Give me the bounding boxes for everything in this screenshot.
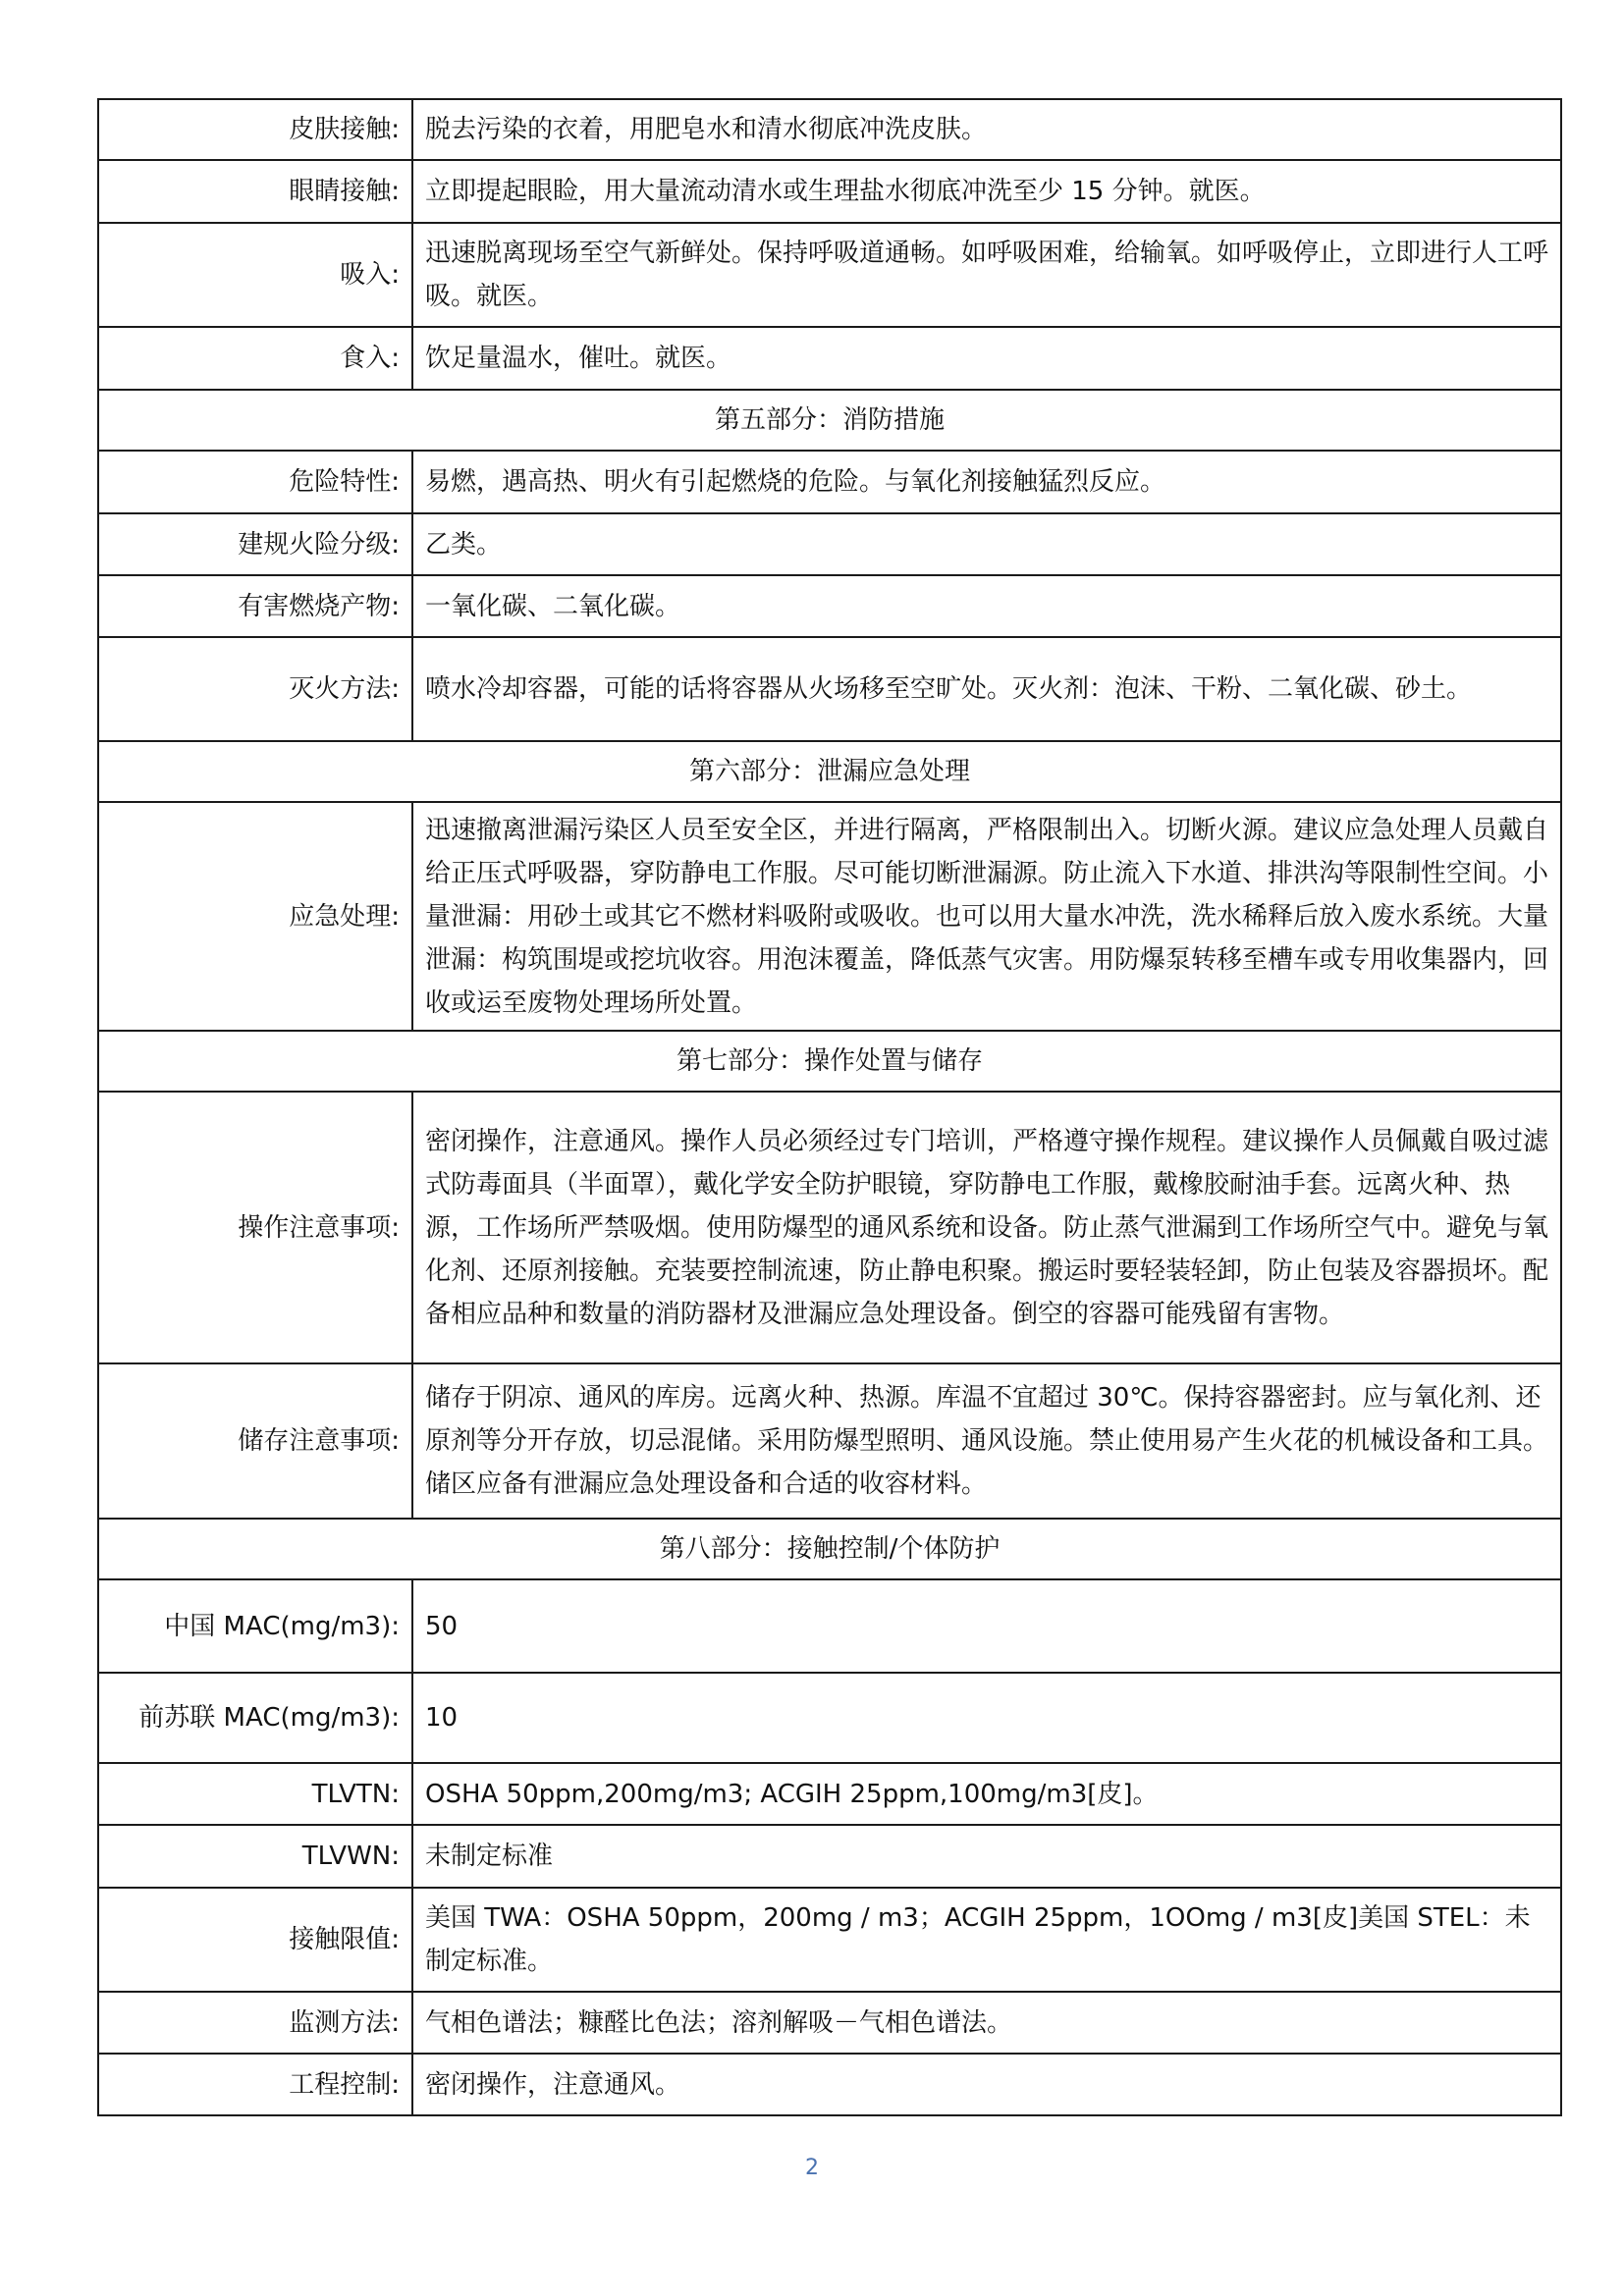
table-row (98, 451, 1561, 513)
row-label: 食入: (98, 327, 412, 390)
row-value: 一氧化碳、二氧化碳。 (412, 575, 1561, 637)
sds-table (97, 98, 1562, 2116)
table-row (98, 1673, 1561, 1763)
row-value: 储存于阴凉、通风的库房。远离火种、热源。库温不宜超过 30℃。保持容器密封。应与氧化剂、还原剂等分开存放，切忌混储。采用防爆型照明、通风设施。禁止使用易产生火花的机械设备和工具。储区应备有泄漏应急处理设备和合适的收容材料。 (412, 1363, 1561, 1519)
row-value: 喷水冷却容器，可能的话将容器从火场移至空旷处。灭火剂：泡沫、干粉、二氧化碳、砂土。 (412, 637, 1561, 741)
table-row (98, 637, 1561, 741)
page-number: 2 (805, 2156, 819, 2180)
row-value: 乙类。 (412, 513, 1561, 575)
table-row (98, 1092, 1561, 1363)
section-title: 第七部分：操作处置与储存 (98, 1031, 1561, 1092)
row-value: 10 (412, 1673, 1561, 1763)
row-label: 工程控制: (98, 2054, 412, 2115)
row-value: 立即提起眼睑，用大量流动清水或生理盐水彻底冲洗至少 15 分钟。就医。 (412, 160, 1561, 223)
row-value: 未制定标准 (412, 1825, 1561, 1888)
row-value: 50 (412, 1579, 1561, 1673)
table-row (98, 1363, 1561, 1519)
section-row (98, 741, 1561, 802)
section-row (98, 390, 1561, 451)
row-label: 应急处理: (98, 802, 412, 1031)
row-label: 皮肤接触: (98, 99, 412, 160)
row-value: 易燃，遇高热、明火有引起燃烧的危险。与氧化剂接触猛烈反应。 (412, 451, 1561, 513)
table-row (98, 1888, 1561, 1992)
row-value: 气相色谱法；糠醛比色法；溶剂解吸－气相色谱法。 (412, 1992, 1561, 2054)
table-row (98, 802, 1561, 1031)
row-value: 迅速撤离泄漏污染区人员至安全区，并进行隔离，严格限制出入。切断火源。建议应急处理人员戴自给正压式呼吸器，穿防静电工作服。尽可能切断泄漏源。防止流入下水道、排洪沟等限制性空间。小量泄漏：用砂土或其它不燃材料吸附或吸收。也可以用大量水冲洗，洗水稀释后放入废水系统。大量泄漏：构筑围堤或挖坑收容。用泡沫覆盖，降低蒸气灾害。用防爆泵转移至槽车或专用收集器内，回收或运至废物处理场所处置。 (412, 802, 1561, 1031)
row-label: 监测方法: (98, 1992, 412, 2054)
row-label: 前苏联 MAC(mg/m3): (98, 1673, 412, 1763)
table-row (98, 160, 1561, 223)
section-title: 第六部分：泄漏应急处理 (98, 741, 1561, 802)
row-label: 眼睛接触: (98, 160, 412, 223)
row-value: 密闭操作，注意通风。操作人员必须经过专门培训，严格遵守操作规程。建议操作人员佩戴自吸过滤式防毒面具（半面罩），戴化学安全防护眼镜，穿防静电工作服，戴橡胶耐油手套。远离火种、热源，工作场所严禁吸烟。使用防爆型的通风系统和设备。防止蒸气泄漏到工作场所空气中。避免与氧化剂、还原剂接触。充装要控制流速，防止静电积聚。搬运时要轻装轻卸，防止包装及容器损坏。配备相应品种和数量的消防器材及泄漏应急处理设备。倒空的容器可能残留有害物。 (412, 1092, 1561, 1363)
row-label: 吸入: (98, 223, 412, 327)
row-label: 储存注意事项: (98, 1363, 412, 1519)
table-row (98, 327, 1561, 390)
row-value: 脱去污染的衣着，用肥皂水和清水彻底冲洗皮肤。 (412, 99, 1561, 160)
table-row (98, 1763, 1561, 1825)
row-label: 接触限值: (98, 1888, 412, 1992)
row-label: TLVTN: (98, 1763, 412, 1825)
row-label: 有害燃烧产物: (98, 575, 412, 637)
table-row (98, 1992, 1561, 2054)
section-row (98, 1031, 1561, 1092)
table-row (98, 99, 1561, 160)
row-value: 迅速脱离现场至空气新鲜处。保持呼吸道通畅。如呼吸困难，给输氧。如呼吸停止，立即进行人工呼吸。就医。 (412, 223, 1561, 327)
sds-table-body (98, 99, 1561, 2115)
row-label: 操作注意事项: (98, 1092, 412, 1363)
table-row (98, 223, 1561, 327)
section-title: 第八部分：接触控制/个体防护 (98, 1519, 1561, 1579)
table-row (98, 1579, 1561, 1673)
row-label: 危险特性: (98, 451, 412, 513)
section-title: 第五部分：消防措施 (98, 390, 1561, 451)
row-value: 饮足量温水，催吐。就医。 (412, 327, 1561, 390)
row-label: 中国 MAC(mg/m3): (98, 1579, 412, 1673)
row-label: 灭火方法: (98, 637, 412, 741)
row-value: OSHA 50ppm,200mg/m3; ACGIH 25ppm,100mg/m3[皮]。 (412, 1763, 1561, 1825)
table-row (98, 575, 1561, 637)
row-value: 密闭操作，注意通风。 (412, 2054, 1561, 2115)
row-label: TLVWN: (98, 1825, 412, 1888)
table-row (98, 513, 1561, 575)
table-row (98, 1825, 1561, 1888)
row-label: 建规火险分级: (98, 513, 412, 575)
table-row (98, 2054, 1561, 2115)
section-row (98, 1519, 1561, 1579)
row-value: 美国 TWA：OSHA 50ppm，200mg / m3；ACGIH 25ppm，1OOmg / m3[皮]美国 STEL：未制定标准。 (412, 1888, 1561, 1992)
